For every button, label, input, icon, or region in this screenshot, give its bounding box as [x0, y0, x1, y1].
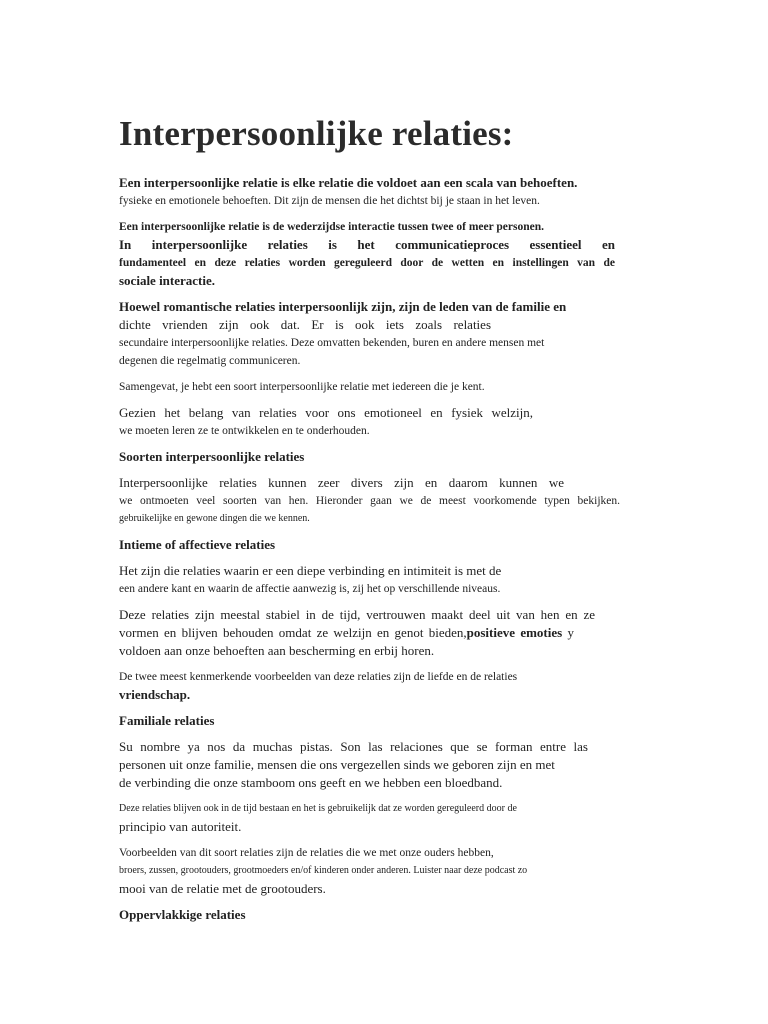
text-line: Het zijn die relaties waarin er een diepe verbinding en intimiteit is met de — [119, 563, 502, 578]
text-line: Deze relaties zijn meestal stabiel in de tijd, vertrouwen maakt deel uit van hen en ze — [119, 607, 595, 622]
text-line: degenen die regelmatig communiceren. — [119, 355, 301, 367]
text-line: Su nombre ya nos da muchas pistas. Son las relaciones que se forman entre las — [119, 739, 588, 754]
text-line: broers, zussen, grootouders, grootmoeders en/of kinderen onder anderen. Luister naar deze podcast zo — [119, 865, 528, 876]
text-line: vriendschap. — [119, 687, 191, 702]
paragraph-3 — [119, 298, 615, 370]
text-line: fundamenteel en deze relaties worden gereguleerd door de wetten en instellingen van de — [119, 257, 615, 269]
paragraph-9 — [119, 668, 615, 704]
section-heading: Soorten interpersoonlijke relaties — [119, 449, 305, 464]
text-line: we moeten leren ze te ontwikkelen en te onderhouden. — [119, 425, 370, 437]
text-line: Voorbeelden van dit soort relaties zijn de relaties die we met onze ouders hebben, — [119, 847, 494, 859]
text-line: gebruikelijke en gewone dingen die we kennen. — [119, 513, 310, 524]
text-line: dichte vrienden zijn ook dat. Er is ook iets zoals relaties — [119, 317, 491, 332]
text-line: we ontmoeten veel soorten van hen. Hieronder gaan we de meest voorkomende typen bekijken. — [119, 495, 620, 507]
text-line: personen uit onze familie, mensen die ons vergezellen sinds we geboren zijn en met — [119, 757, 555, 772]
text-line: fysieke en emotionele behoeften. Dit zijn de mensen die het dichtst bij je staan in het leven. — [119, 195, 540, 207]
text-line: Samengevat, je hebt een soort interpersoonlijke relatie met iedereen die je kent. — [119, 381, 485, 393]
text-line: Hoewel romantische relaties interpersoonlijk zijn, zijn de leden van de familie en — [119, 299, 567, 314]
text-line: voldoen aan onze behoeften aan bescherming en erbij horen. — [119, 643, 435, 658]
text-line: principio van autoriteit. — [119, 819, 242, 834]
paragraph-10 — [119, 738, 615, 792]
paragraph-7 — [119, 562, 615, 598]
text-line: Gezien het belang van relaties voor ons emotioneel en fysiek welzijn, — [119, 405, 533, 420]
paragraph-11 — [119, 800, 615, 836]
paragraph-2 — [119, 218, 615, 290]
section-heading: Intieme of affectieve relaties — [119, 537, 276, 552]
text-line: een andere kant en waarin de affectie aanwezig is, zij het op verschillende niveaus. — [119, 583, 501, 595]
section-heading: Oppervlakkige relaties — [119, 907, 246, 922]
paragraph-1 — [119, 174, 615, 210]
paragraph-6 — [119, 474, 620, 528]
text-segment: y — [562, 625, 574, 640]
text-line: Een interpersoonlijke relatie is elke relatie die voldoet aan een scala van behoeften. — [119, 175, 578, 190]
text-line: De twee meest kenmerkende voorbeelden van deze relaties zijn de liefde en de relaties — [119, 671, 518, 683]
text-line: Deze relaties blijven ook in de tijd bestaan en het is gebruikelijk dat ze worden gereguleerd door de — [119, 803, 517, 814]
emphasis-text: positieve emoties — [466, 625, 563, 640]
text-line — [119, 624, 574, 642]
page-title: Interpersoonlijke relaties: — [119, 114, 514, 153]
paragraph-4 — [119, 378, 615, 396]
text-segment: vormen en blijven behouden omdat ze welzijn en genot bieden, — [119, 625, 467, 640]
paragraph-8 — [119, 606, 615, 660]
document-page — [119, 112, 620, 932]
text-line: sociale interactie. — [119, 273, 216, 288]
text-line: Een interpersoonlijke relatie is de wederzijdse interactie tussen twee of meer personen. — [119, 221, 544, 233]
text-line: mooi van de relatie met de grootouders. — [119, 881, 326, 896]
paragraph-12 — [119, 844, 615, 898]
section-heading: Familiale relaties — [119, 713, 215, 728]
text-line: secundaire interpersoonlijke relaties. Deze omvatten bekenden, buren en andere mensen met — [119, 337, 545, 349]
text-line: de verbinding die onze stamboom ons geeft en we hebben een bloedband. — [119, 775, 503, 790]
paragraph-5 — [119, 404, 615, 440]
text-line: Interpersoonlijke relaties kunnen zeer divers zijn en daarom kunnen we — [119, 475, 564, 490]
text-line: In interpersoonlijke relaties is het communicatieproces essentieel en — [119, 237, 615, 252]
